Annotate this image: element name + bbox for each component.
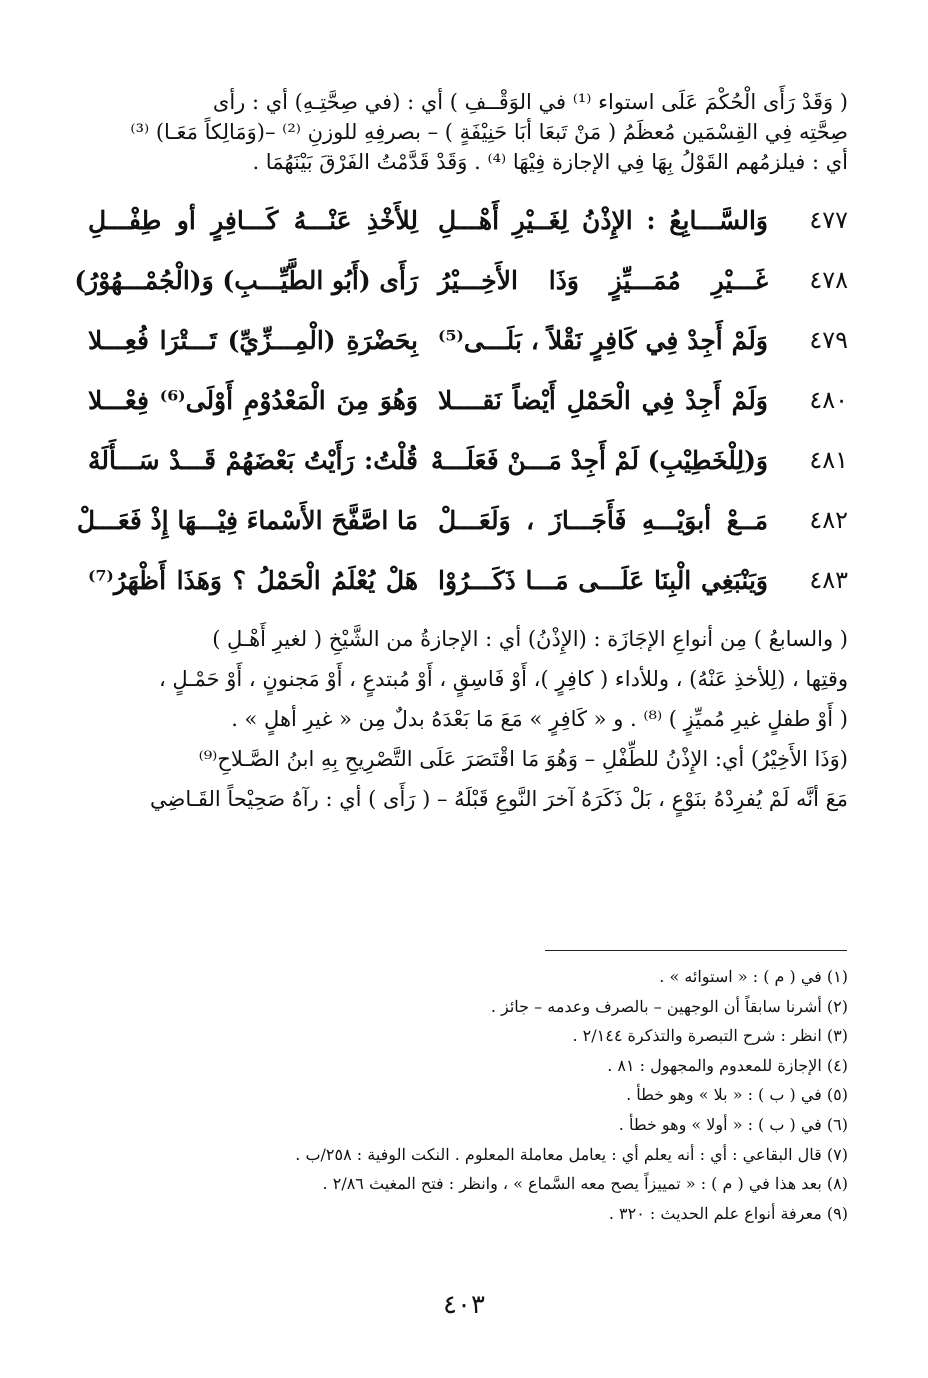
verse-number: ٤٧٧ [809, 206, 848, 234]
verse-row [78, 430, 848, 490]
verse-second-hemistich: وَهُوَ مِنَ الْمَعْدُوْمِ أَوْلَى⁽⁶⁾ فِعْـــلا [88, 385, 418, 415]
verse-first-hemistich: وَيَنْبَغِي الْبِنَا عَلَـــى مَـــا ذَكَـــرُوْا [438, 565, 768, 595]
footnote: (٥) في ( ب ) : « بلا » وهو خطأ . [626, 1085, 848, 1105]
verse-first-hemistich: وَلَمْ أَجِدْ فِي الْحَمْلِ أَيْضاً نَقــــلا [438, 385, 768, 415]
verse-first-hemistich: وَ(لِلْخَطِيْبِ) لَمْ أَجِدْ مَـــنْ فَعَلَـــهْ [430, 445, 768, 475]
footnote: (١) في ( م ) : « استوائه » . [659, 967, 848, 986]
verse-first-hemistich: وَلَمْ أَجِدْ فِي كَافِرٍ نَقْلاً ، بَلَـــى⁽⁵⁾ [438, 325, 768, 355]
footnote: (٣) انظر : شرح التبصرة والتذكرة ٢/١٤٤ . [572, 1026, 848, 1046]
commentary-line: ( والسابعُ ) مِن أنواعِ الإجَازَة : (الإِذْنُ) أي : الإجازةُ من الشَّيْخِ ( لغيرِ أَهْـلِ ) [212, 627, 848, 651]
verse-number: ٤٨٢ [809, 506, 848, 534]
footnotes [78, 962, 848, 1228]
intro-paragraph [78, 88, 848, 176]
verse-first-hemistich: مَــعْ أبوَيْـــهِ فَأَجَـــازَ ، وَلَعَـــلْ [438, 505, 768, 535]
verse-second-hemistich: رَأَى (أَبُو الطَّيِّـــبِ) وَ(الْجُمْـــهُوْرُ) [74, 265, 418, 295]
verse-row [78, 190, 848, 250]
verse-number: ٤٨٠ [809, 386, 848, 414]
verse-row [78, 310, 848, 370]
page-body [74, 88, 848, 820]
verse-second-hemistich: مَا اصَّفَّحَ الأَسْماءَ فِيْـــهَا إِذْ فَعَـــلْ [76, 505, 418, 535]
commentary-line: وقتِها ، (لِلأخذِ عَنْهُ) ، وللأداء ( كافِرٍ )، أَوْ فَاسِقٍ ، أَوْ مُبتدعٍ ، أَوْ مَجنونٍ ، أَوْ حَمْـلٍ ، [158, 667, 848, 691]
verse-second-hemistich: بِحَضْرَةِ (الْمِـــزِّيِّ) تَـــتْرَا فُعِـــلا [88, 325, 418, 355]
commentary-line: مَعَ أنَّه لَمْ يُفرِدْهُ بنَوْعٍ ، بَلْ ذَكَرَهُ آخرَ النَّوعِ قَبْلَهُ – ( رَأَى ) أي : رآهُ صَحِيْحاً القَـاضِي [150, 787, 848, 811]
verse-row [78, 370, 848, 430]
page-number: ٤٠٣ [443, 1290, 485, 1320]
footnote: (٧) قال البقاعي : أي : أنه يعلم أي : يعامل معاملة المعلوم . النكت الوفية : ٢٥٨/ب . [295, 1144, 848, 1164]
verse-second-hemistich: لِلأَخْذِ عَنْـــهُ كَـــافِرٍ أو طِفْـــلِ [88, 205, 418, 235]
commentary-line: (وَذَا الأَخِيْرُ) أي: الإِذْنُ للطِّفْلِ – وَهُوَ مَا اقْتَصَرَ عَلَى التَّصْرِيحِ بِهِ ابنُ الصَّـلاحِ⁽⁹⁾ [198, 747, 848, 771]
commentary-paragraph [78, 620, 848, 818]
verse-number: ٤٨٣ [809, 566, 848, 594]
verse-first-hemistich: غَـــيْرِ مُمَـــيِّزٍ وَذَا الأَخِـــيْرُ [438, 265, 768, 295]
footnote: (٦) في ( ب ) : « أولا » وهو خطأ . [618, 1114, 848, 1134]
verse-second-hemistich: قُلْتُ: رَأَيْتُ بَعْضَهُمْ قَـــدْ سَـــأَلَهْ [88, 445, 418, 475]
footnote: (٤) الإجازة للمعدوم والمجهول : ٨١ . [607, 1055, 848, 1075]
intro-line: ( وَقَدْ رَأَى الْحُكْمَ عَلَى استواء ⁽¹⁾ في الوَقْــفِ ) أي : (في صِحَّتِـهِ) أي : رأى [212, 90, 848, 114]
verse-row [78, 550, 848, 610]
verse-row [74, 250, 848, 310]
verse-row [78, 490, 848, 550]
verse-number: ٤٧٩ [809, 326, 848, 354]
verse-first-hemistich: وَالسَّـــابِعُ : الإِذْنُ لِغَــيْرِ أَهْـــلِ [438, 205, 768, 235]
intro-line: أي : فيلزمُهم القَوْلُ بِهَا فِي الإجازة فِيْهَا ⁽⁴⁾ . وَقَدْ قَدَّمْتُ الفَرْقَ بَيْنَهُمَا . [252, 150, 848, 174]
verse-second-hemistich: هَلْ يُعْلَمُ الْحَمْلُ ؟ وَهَذَا أَظْهَرُ⁽⁷⁾ [88, 565, 418, 595]
verse-number: ٤٨١ [809, 446, 848, 474]
footnote-separator [545, 950, 847, 951]
commentary-line: ( أَوْ طفلٍ غيرِ مُميِّزٍ ) ⁽⁸⁾ . و « كَافِرٍ » مَعَ مَا بَعْدَهُ بدلٌ مِن « غيرِ أهلٍ » . [231, 707, 848, 731]
footnote: (٨) بعد هذا في ( م ) : « تمييزاً يصح معه السَّماع » ، وانظر : فتح المغيث ٢/٨٦ . [322, 1174, 848, 1194]
intro-line: صِحَّتِه فِي القِسْمَين مُعظَمُ ( مَنْ تَبعَا أبَا حَنِيْفَةٍ ) – بصرفِهِ للوزنِ ⁽²⁾ –(وَمَالِكاً مَعَـا) ⁽³⁾ [130, 120, 848, 144]
footnote: (٩) معرفة أنواع علم الحديث : ٣٢٠ . [608, 1203, 848, 1223]
footnote: (٢) أشرنا سابقاً أن الوجهين – بالصرف وعدمه – جائز . [490, 996, 848, 1016]
verse-number: ٤٧٨ [809, 266, 848, 294]
verse-block [74, 190, 848, 610]
